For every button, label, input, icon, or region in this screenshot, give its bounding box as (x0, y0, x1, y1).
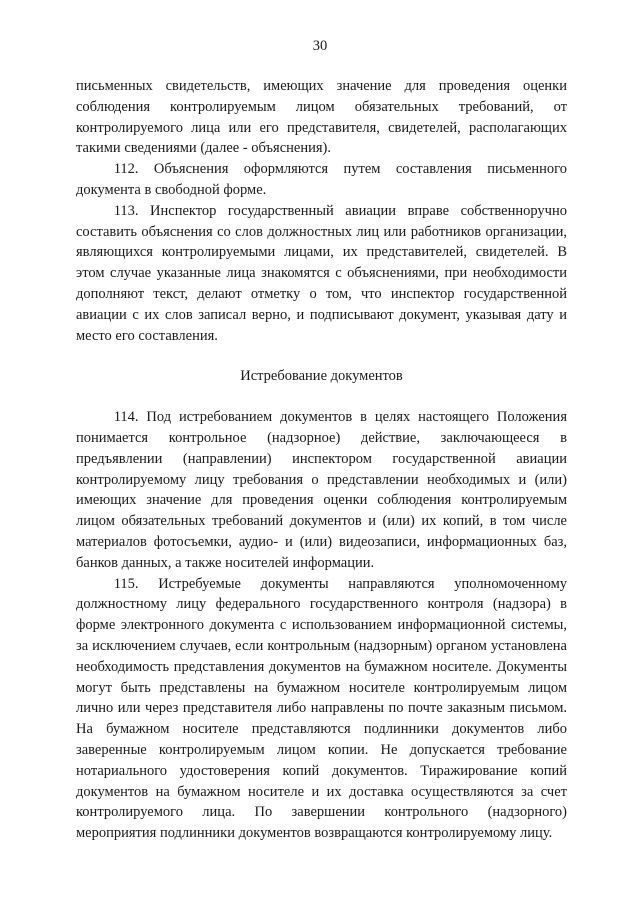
paragraph-115: 115. Истребуемые документы направляются уполномоченному должностному лицу федерального государственного контроля (надзора) в форме электронного документа с использованием информационной системы, за исключением случаев, если контрольным (надзорным) органом установлена необходимость представления документов на бумажном носителе. Документы могут быть представлены на бумажном носителе контролируемым лицом лично или через представителя либо направлены по почте заказным письмом. На бумажном носителе представляются подлинники документов либо заверенные контролируемым лицом копии. Не допускается требование нотариального удостоверения копий документов. Тиражирование копий документов на бумажном носителе и их доставка осуществляются за счет контролируемого лица. По завершении контрольного (надзорного) мероприятия подлинники документов возвращаются контролируемому лицу. (76, 575, 567, 842)
paragraph-continuation: письменных свидетельств, имеющих значение для проведения оценки соблюдения контролируемым лицом обязательных требований, от контролируемого лица или его представителя, свидетелей, располагающих такими сведениями (далее - объяснения). (76, 78, 567, 157)
page-number: 30 (312, 38, 328, 54)
paragraph-114: 114. Под истребованием документов в целях настоящего Положения понимается контрольное (надзорное) действие, заключающееся в предъявлении (направлении) инспектором государственной авиации контролируемому лицу требования о представлении необходимых и (или) имеющих значение для проведения оценки соблюдения контролируемым лицом обязательных требований документов и (или) их копий, в том числе материалов фотосъемки, аудио- и (или) видеозаписи, информационных баз, банков данных, а также носителей информации. (76, 409, 567, 571)
paragraph-112: 112. Объяснения оформляются путем составления письменного документа в свободной форме. (76, 161, 567, 198)
document-body (76, 76, 567, 844)
paragraph-113: 113. Инспектор государственный авиации вправе собственноручно составить объяснения со слов должностных лиц или работников организации, являющихся контролируемыми лицами, их представителей, свидетелей. В этом случае указанные лица знакомятся с объяснениями, при необходимости дополняют текст, делают отметку о том, что инспектор государственной авиации с их слов записал верно, и подписывают документ, указывая дату и место его составления. (76, 202, 567, 344)
section-heading: Истребование документов (240, 368, 403, 385)
